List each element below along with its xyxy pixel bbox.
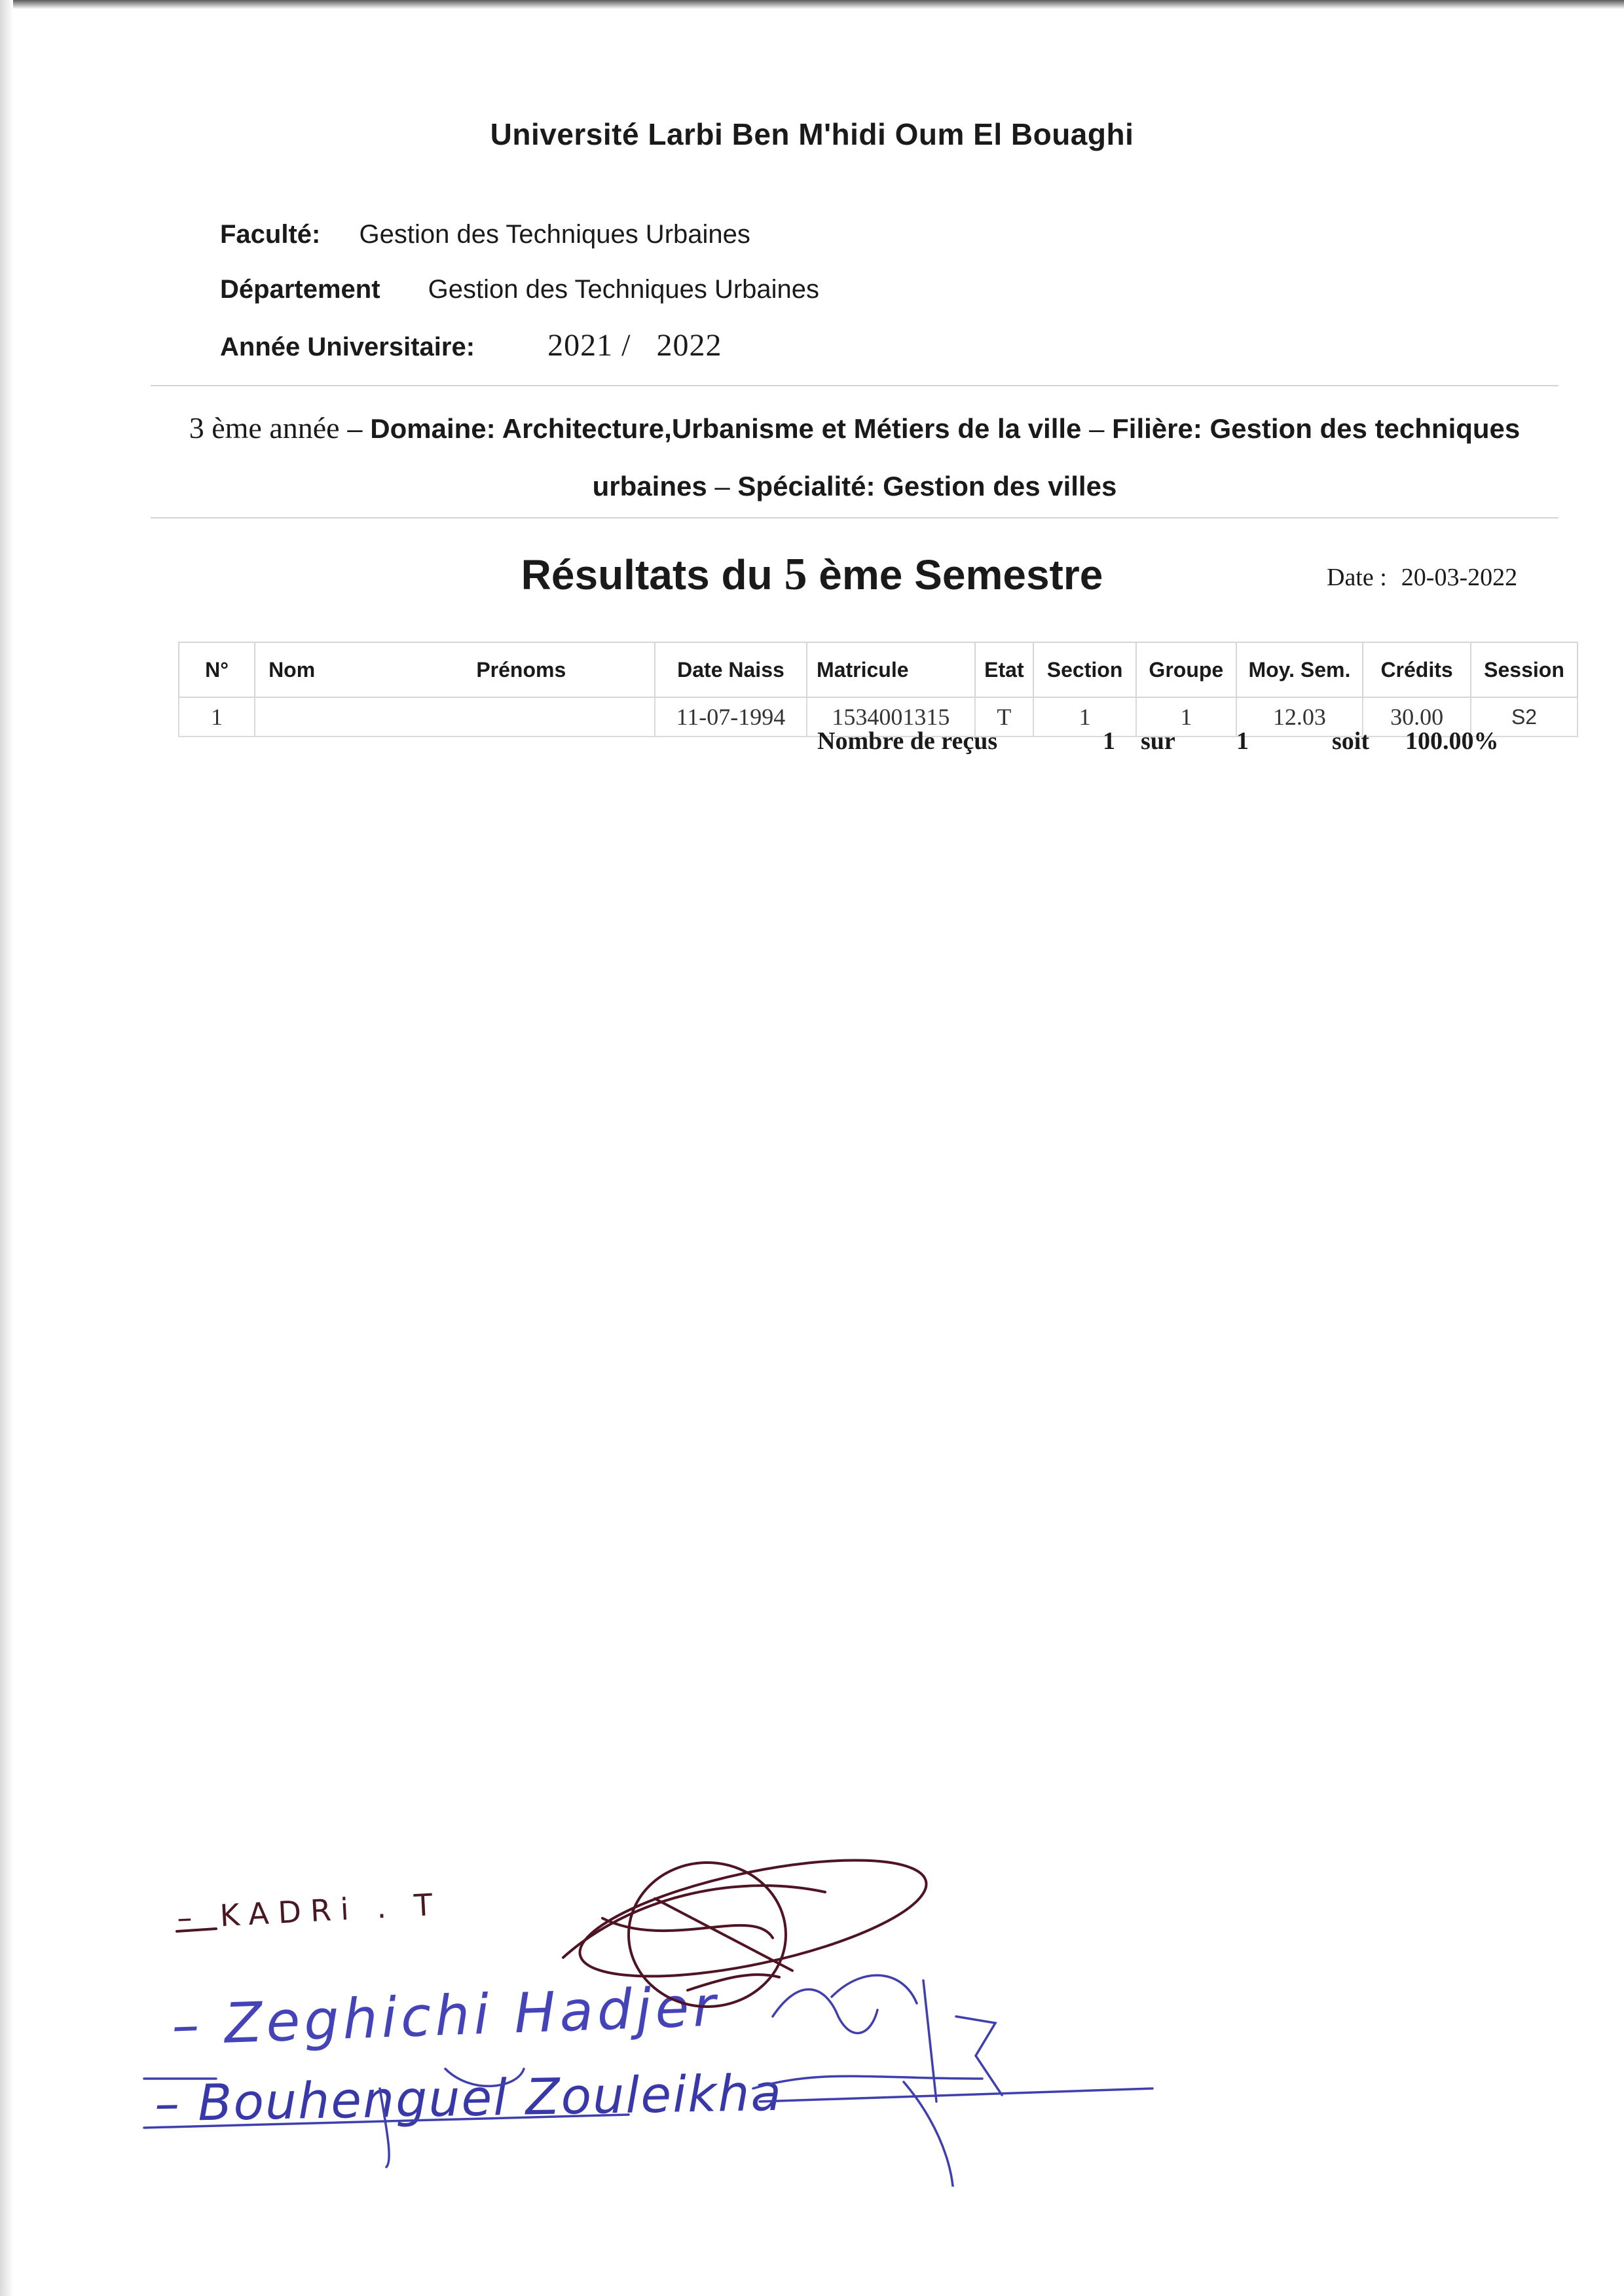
divider [151, 385, 1559, 386]
departement-row [220, 275, 819, 304]
program-specialite: Spécialité: Gestion des villes [737, 471, 1117, 501]
cell-credits: 30.00 [1363, 697, 1471, 737]
col-header: Prénoms [388, 642, 655, 697]
handwritten-signatures-icon [0, 1820, 1624, 2187]
col-header: Date Naiss [655, 642, 807, 697]
summary-recus: 1 [1103, 727, 1115, 755]
faculte-value: Gestion des Techniques Urbaines [359, 220, 750, 249]
scan-edge [0, 0, 1624, 9]
date-field [1327, 563, 1517, 592]
departement-label: Département [220, 275, 380, 304]
title-suffix: ème Semestre [819, 551, 1103, 598]
summary-label: Nombre de reçus [817, 727, 998, 755]
summary-soit: soit [1332, 727, 1369, 755]
annee-value: 2021 / 2022 [547, 328, 722, 363]
table-header-row [179, 642, 1578, 697]
summary-sur: sur [1141, 727, 1175, 755]
summary-total: 1 [1236, 727, 1249, 755]
col-header: Section [1033, 642, 1136, 697]
cell-n: 1 [179, 697, 255, 737]
cell-moy-sem: 12.03 [1236, 697, 1363, 737]
cell-session: S2 [1471, 697, 1578, 737]
results-table [178, 642, 1578, 737]
cell-prenoms [388, 697, 655, 737]
annee-row [220, 327, 722, 363]
program-sep: – [1081, 413, 1113, 444]
signature-line-1: – KADRi . T [175, 1886, 443, 1936]
university-name: Université Larbi Ben M'hidi Oum El Bouaghi [490, 117, 1134, 151]
cell-groupe: 1 [1136, 697, 1236, 737]
program-sep: – [707, 471, 738, 501]
faculte-label: Faculté: [220, 220, 321, 249]
title-number: 5 [784, 549, 807, 600]
cell-date-naiss: 11-07-1994 [655, 697, 807, 737]
annee-label: Année Universitaire: [220, 333, 475, 361]
col-header: Nom [255, 642, 388, 697]
title-prefix: Résultats du [521, 551, 773, 598]
program-description [151, 399, 1559, 515]
cell-matricule: 1534001315 [807, 697, 975, 737]
date-value: 20-03-2022 [1401, 564, 1518, 591]
col-header: Crédits [1363, 642, 1471, 697]
program-filiere: Filière: Gestion des techniques urbaines [592, 413, 1521, 501]
col-header: Session [1471, 642, 1578, 697]
cell-section: 1 [1033, 697, 1136, 737]
col-header: Moy. Sem. [1236, 642, 1363, 697]
signature-line-3: – Bouhenguel Zouleikha [154, 2063, 783, 2133]
cell-nom [255, 697, 388, 737]
departement-value: Gestion des Techniques Urbaines [428, 275, 820, 304]
col-header: Groupe [1136, 642, 1236, 697]
signatures-area [0, 1820, 1624, 2187]
faculte-row [220, 220, 750, 249]
col-header: Etat [975, 642, 1034, 697]
divider [151, 517, 1559, 519]
signature-line-2: – Zeghichi Hadjer [170, 1974, 721, 2058]
program-domaine: Domaine: Architecture,Urbanisme et Métiers de la ville [370, 413, 1082, 444]
col-header: Matricule [807, 642, 975, 697]
col-header: N° [179, 642, 255, 697]
date-label: Date : [1327, 564, 1387, 591]
program-year: 3 ème année [189, 411, 340, 445]
cell-etat: T [975, 697, 1034, 737]
program-sep: – [339, 413, 371, 444]
summary-percent: 100.00% [1405, 727, 1499, 755]
